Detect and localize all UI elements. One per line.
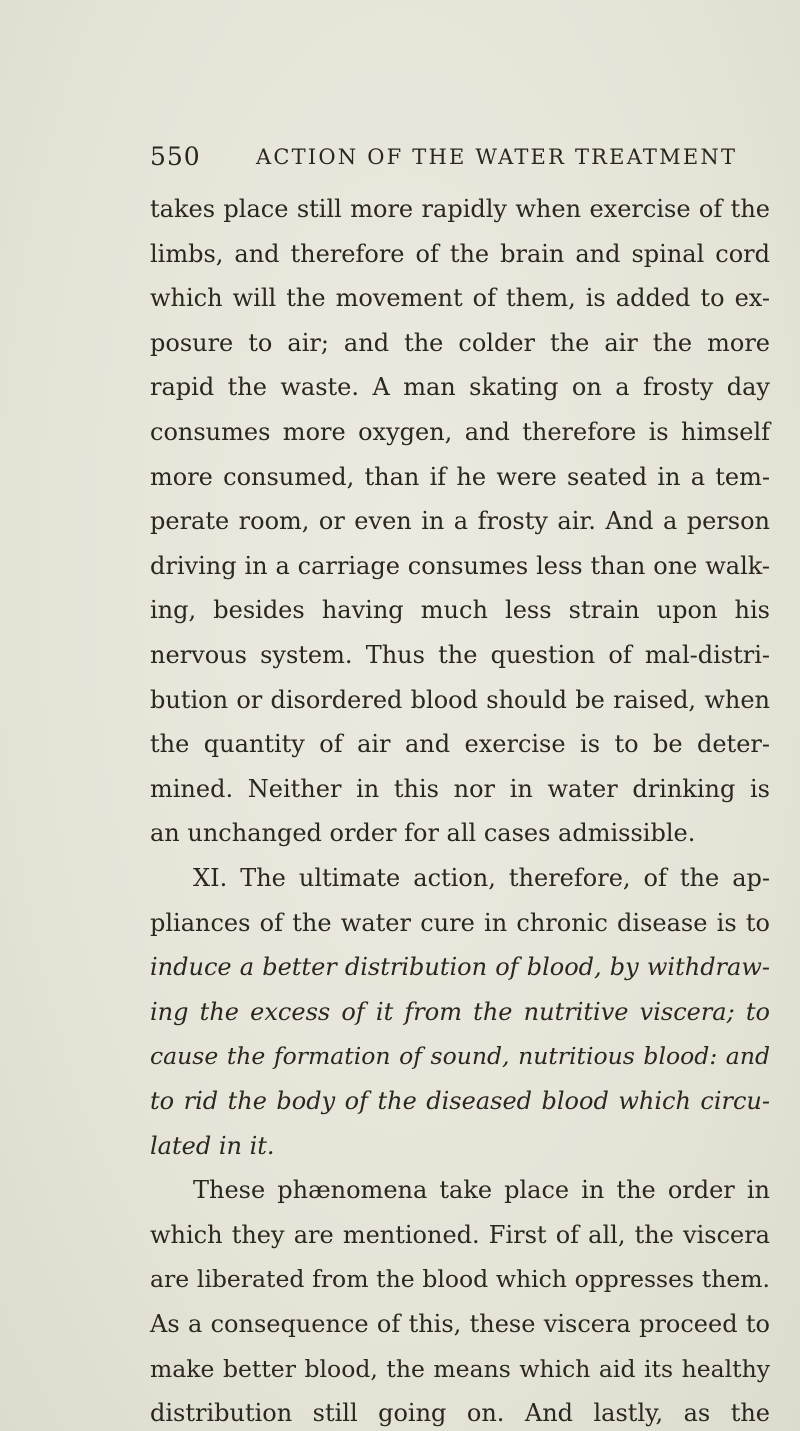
italic-text-line: induce a better distribution of blood, by withdraw- [150, 953, 770, 982]
italic-text-line: to rid the body of the diseased blood which circu- [150, 1087, 770, 1115]
italic-text-line: ing the excess of it from the nutritive viscera; to [150, 997, 770, 1026]
page-number: 550 [150, 142, 201, 171]
text-line: takes place still more rapidly when exercise of the [150, 195, 770, 223]
text-line: As a consequence of this, these viscera proceed to [150, 1310, 770, 1338]
text-line: distribution still going on. And lastly, as the [150, 1399, 770, 1428]
italic-text-line: cause the formation of sound, nutritious blood: and [150, 1042, 770, 1071]
paragraph-first-line: These phænomena take place in the order in [193, 1176, 770, 1205]
text-line: are liberated from the blood which oppresses them. [150, 1265, 770, 1294]
text-line: rapid the waste. A man skating on a frosty day [150, 373, 770, 402]
running-head: ACTION OF THE WATER TREATMENT [256, 145, 738, 169]
text-line: bution or disordered blood should be raised, when [150, 685, 770, 714]
text-line: driving in a carriage consumes less than one walk- [150, 551, 770, 580]
text-line: consumes more oxygen, and therefore is himself [150, 418, 770, 446]
text-line: nervous system. Thus the question of mal-distri- [150, 641, 770, 669]
text-line: which will the movement of them, is added to ex- [150, 284, 770, 313]
text-line: make better blood, the means which aid its healthy [150, 1354, 770, 1383]
text-line: posure to air; and the colder the air the more [150, 328, 770, 357]
page-header [150, 142, 770, 178]
text-line: which they are mentioned. First of all, the viscera [150, 1220, 770, 1249]
text-line: pliances of the water cure in chronic disease is to [150, 908, 770, 937]
text-line: limbs, and therefore of the brain and spinal cord [150, 239, 770, 268]
text-line: ing, besides having much less strain upon his [150, 596, 770, 625]
section-xi-first-line: XI. The ultimate action, therefore, of the ap- [193, 864, 770, 892]
text-line: perate room, or even in a frosty air. And a person [150, 507, 770, 536]
text-line: more consumed, than if he were seated in a tem- [150, 462, 770, 491]
italic-text-line: lated in it. [150, 1131, 275, 1160]
text-line: mined. Neither in this nor in water drinking is [150, 774, 770, 803]
text-line: the quantity of air and exercise is to be deter- [150, 730, 770, 759]
text-line: an unchanged order for all cases admissible. [150, 819, 696, 848]
